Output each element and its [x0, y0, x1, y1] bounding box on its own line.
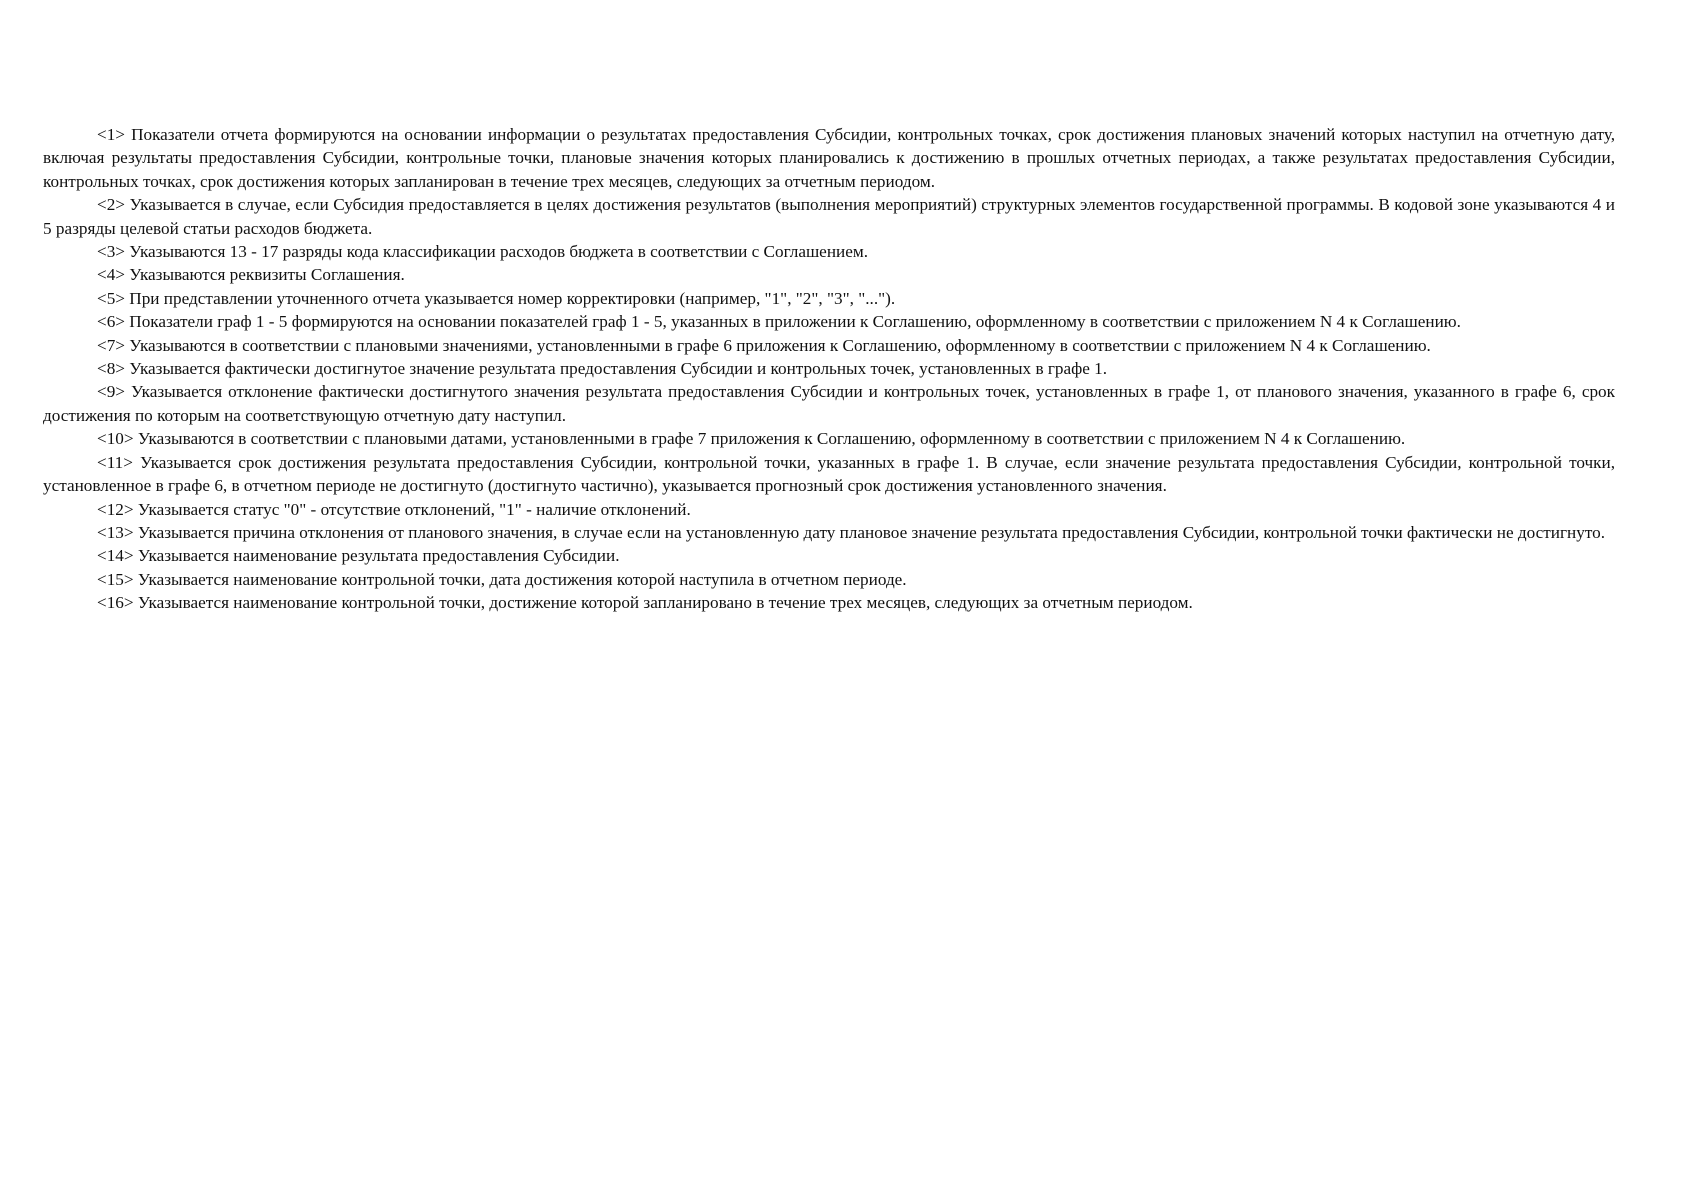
footnote-16: [43, 591, 1615, 614]
footnote-text: Указываются в соответствии с плановыми значениями, установленными в графе 6 приложения к Соглашению, оформленному в соответствии с приложением N 4 к Соглашению.: [129, 335, 1431, 355]
footnote-4: [43, 263, 1615, 286]
footnote-marker: <15>: [97, 569, 134, 589]
footnote-text: Указываются реквизиты Соглашения.: [129, 265, 405, 285]
footnote-text: Указывается наименование контрольной точки, дата достижения которой наступила в отчетном периоде.: [137, 569, 907, 589]
footnote-text: Показатели отчета формируются на основании информации о результатах предоставления Субсидии, контрольных точках, срок достижения плановых значений которых наступил на отчетную дату, включая результаты предоставления Субсидии, контрольные точки, плановые значения которых планировались к достижению в прошлых отчетных периодах, а также результатах предоставления Субсидии, контрольных точках, срок достижения которых запланирован в течение трех месяцев, следующих за отчетным периодом.: [43, 125, 1616, 191]
footnote-text: Указывается наименование контрольной точки, достижение которой запланировано в течение трех месяцев, следующих за отчетным периодом.: [137, 593, 1193, 613]
footnote-marker: <12>: [97, 499, 134, 519]
footnote-9: [43, 380, 1615, 427]
footnote-marker: <13>: [97, 522, 134, 542]
footnote-text: Указывается статус "0" - отсутствие отклонений, "1" - наличие отклонений.: [137, 499, 691, 519]
footnote-text: При представлении уточненного отчета указывается номер корректировки (например, "1", "2", "3", "...").: [129, 288, 896, 308]
footnote-14: [43, 544, 1615, 567]
footnote-marker: <6>: [97, 312, 125, 332]
footnote-11: [43, 451, 1615, 498]
footnote-text: Указываются в соответствии с плановыми датами, установленными в графе 7 приложения к Соглашению, оформленному в соответствии с приложением N 4 к Соглашению.: [137, 429, 1406, 449]
footnote-text: Показатели граф 1 - 5 формируются на основании показателей граф 1 - 5, указанных в приложении к Соглашению, оформленному в соответствии с приложением N 4 к Соглашению.: [129, 312, 1461, 332]
footnote-text: Указывается наименование результата предоставления Субсидии.: [137, 546, 620, 566]
footnote-13: [43, 521, 1615, 544]
footnote-6: [43, 310, 1615, 333]
footnote-marker: <5>: [97, 288, 125, 308]
footnote-5: [43, 287, 1615, 310]
footnote-marker: <4>: [97, 265, 125, 285]
footnote-marker: <7>: [97, 335, 125, 355]
footnote-12: [43, 498, 1615, 521]
footnote-3: [43, 240, 1615, 263]
footnote-2: [43, 193, 1615, 240]
footnote-10: [43, 427, 1615, 450]
footnote-marker: <9>: [97, 382, 125, 402]
footnote-text: Указываются 13 - 17 разряды кода классификации расходов бюджета в соответствии с Соглашением.: [129, 242, 869, 262]
footnote-marker: <8>: [97, 359, 125, 379]
footnote-marker: <3>: [97, 242, 125, 262]
footnote-marker: <1>: [97, 125, 125, 144]
footnote-7: [43, 334, 1615, 357]
footnote-marker: <10>: [97, 429, 134, 449]
footnote-marker: <11>: [97, 452, 133, 472]
footnote-marker: <16>: [97, 593, 134, 613]
footnote-text: Указывается фактически достигнутое значение результата предоставления Субсидии и контрольных точек, установленных в графе 1.: [129, 359, 1108, 379]
footnote-8: [43, 357, 1615, 380]
footnote-text: Указывается в случае, если Субсидия предоставляется в целях достижения результатов (выполнения мероприятий) структурных элементов государственной программы. В кодовой зоне указываются 4 и 5 разряды целевой статьи расходов бюджета.: [43, 195, 1615, 238]
footnote-1: [43, 123, 1615, 193]
footnote-text: Указывается срок достижения результата предоставления Субсидии, контрольной точки, указанных в графе 1. В случае, если значение результата предоставления Субсидии, контрольной точки, установленное в графе 6, в отчетном периоде не достигнуто (достигнуто частично), указывается прогнозный срок достижения установленного значения.: [43, 452, 1615, 496]
footnote-marker: <2>: [97, 195, 125, 215]
footnote-marker: <14>: [97, 546, 134, 566]
footnotes-section: [43, 123, 1615, 615]
footnote-text: Указывается отклонение фактически достигнутого значения результата предоставления Субсидии и контрольных точек, установленных в графе 1, от планового значения, указанного в графе 6, срок достижения по которым на соответствующую отчетную дату наступил.: [43, 382, 1615, 425]
footnote-text: Указывается причина отклонения от планового значения, в случае если на установленную дату плановое значение результата предоставления Субсидии, контрольной точки фактически не достигнуто.: [137, 522, 1606, 542]
footnote-15: [43, 568, 1615, 591]
